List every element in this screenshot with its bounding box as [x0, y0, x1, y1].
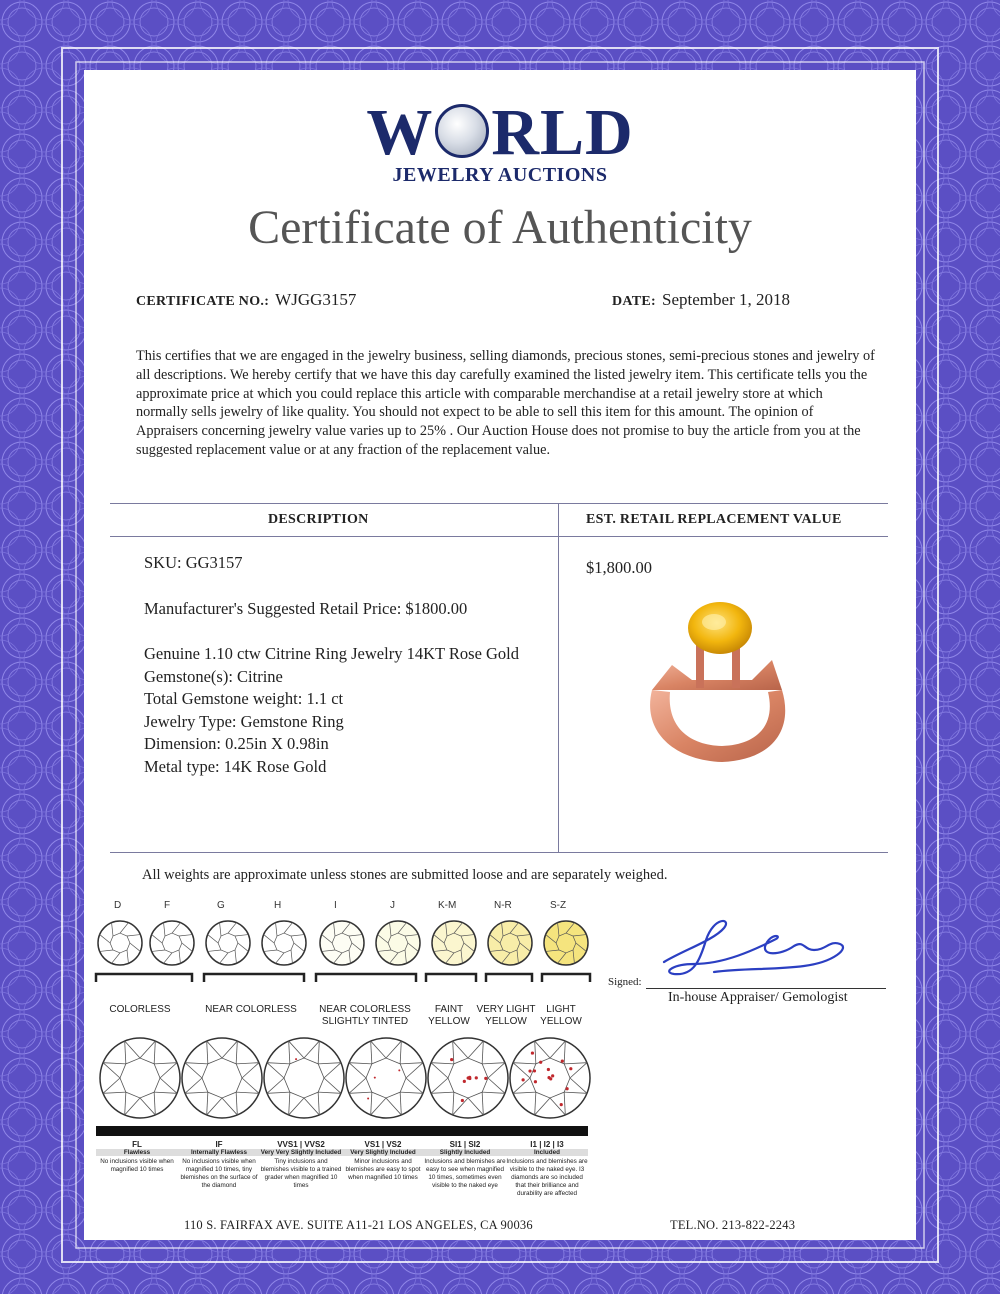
color-grade-n-r: N-R	[494, 900, 512, 911]
color-grade-s-z: S-Z	[550, 900, 567, 911]
color-gem-3	[262, 921, 306, 965]
description-header: DESCRIPTION	[268, 512, 369, 527]
detail-weight: Total Gemstone weight: 1.1 ct	[144, 689, 344, 708]
table-column-divider	[558, 503, 559, 853]
msrp: Manufacturer's Suggested Retail Price: $1800.00	[144, 598, 468, 618]
appraiser-signature	[654, 910, 874, 990]
color-gem-1	[150, 921, 194, 965]
color-gem-4	[320, 921, 364, 965]
clarity-si: SI1 | SI2 Slightly Included Inclusions and blemishes are easy to see when magnified 10 times, sometimes even visible to the naked eye	[424, 1140, 506, 1189]
footer-address: 110 S. FAIRFAX AVE. SUITE A11-21 LOS ANGELES, CA 90036	[184, 1218, 533, 1232]
date-label: DATE:	[612, 294, 657, 309]
clarity-if: IF Internally Flawless No inclusions visible when magnified 10 times, tiny blemishes on the surface of the diamond	[178, 1140, 260, 1190]
signature-line	[646, 988, 886, 989]
color-grade-g: G	[217, 900, 225, 911]
color-label-light-yellow: LIGHT YELLOW	[540, 1004, 582, 1027]
detail-dimension: Dimension: 0.25in X 0.98in	[144, 734, 329, 753]
clarity-diamond-3	[346, 1038, 426, 1118]
certificate-number-label: CERTIFICATE NO.:	[136, 294, 270, 309]
color-label-slightly-tinted: NEAR COLORLESS SLIGHTLY TINTED	[319, 1004, 411, 1027]
color-label-faint-yellow: FAINT YELLOW	[428, 1004, 470, 1027]
color-gem-6	[432, 921, 476, 965]
certificate-title: Certificate of Authenticity	[248, 201, 752, 254]
clarity-scale-bar	[96, 1126, 588, 1136]
world-jewelry-auctions-logo	[84, 96, 916, 187]
citrine-ring-image	[632, 580, 802, 770]
footer-phone: TEL.NO. 213-822-2243	[670, 1218, 796, 1232]
clarity-diamond-5	[510, 1038, 590, 1118]
weights-note: All weights are approximate unless stones are submitted loose and are separately weighed.	[142, 867, 668, 883]
logo-wordmark: W RLD	[366, 96, 634, 169]
color-label-very-light-yellow: VERY LIGHT YELLOW	[476, 1004, 536, 1027]
detail-metal: Metal type: 14K Rose Gold	[144, 756, 327, 776]
clarity-diamond-2	[264, 1038, 344, 1118]
color-scale-brackets	[94, 970, 594, 984]
signed-label: Signed:	[608, 976, 642, 988]
item-description	[144, 552, 519, 778]
color-grade-h: H	[274, 900, 282, 911]
clarity-fl: FL Flawless No inclusions visible when magnified 10 times	[96, 1140, 178, 1174]
intro-paragraph: This certifies that we are engaged in the jewelry business, selling diamonds, precious stones, semi-precious stones and jewelry of all descriptions. We hereby certify that we have this day carefully examined the listed jewelry item. This certificate tells you the approximate price at which you could replace this article with comparable merchandise at a retail jewelry store at which normally sells jewelry of like quality. You should not expect to be able to sell this item for this amount. The opinion of Appraisers concerning jewelry value varies up to 25% . Our Auction House does not promise to buy the article from you at the suggested replacement value or at any fraction of the replacement value.	[136, 348, 875, 458]
color-grade-k-m: K-M	[438, 900, 457, 911]
color-gem-7	[488, 921, 532, 965]
clarity-diamond-4	[428, 1038, 508, 1118]
color-grade-f: F	[164, 900, 171, 911]
replacement-value: $1,800.00	[586, 558, 652, 577]
diamond-icon	[435, 104, 489, 158]
certificate-date	[612, 290, 790, 310]
table-bottom-rule	[110, 852, 888, 853]
color-label-colorless: COLORLESS	[109, 1004, 171, 1015]
detail-type: Jewelry Type: Gemstone Ring	[144, 711, 344, 731]
table-top-rule	[110, 503, 888, 504]
clarity-vs: VS1 | VS2 Very Slightly Included Minor inclusions and blemishes are easy to spot when magnified 10 times	[342, 1140, 424, 1182]
clarity-diamond-0	[100, 1038, 180, 1118]
color-gem-2	[206, 921, 250, 965]
color-scale-gems	[94, 918, 594, 968]
color-gem-5	[376, 921, 420, 965]
color-gem-0	[98, 921, 142, 965]
detail-gemstones: Gemstone(s): Citrine	[144, 666, 283, 686]
clarity-vvs: VVS1 | VVS2 Very Very Slightly Included Tiny inclusions and blemishes visible to a trained grader when magnified 10 times	[260, 1140, 342, 1189]
clarity-diamond-1	[182, 1038, 262, 1118]
appraiser-title: In-house Appraiser/ Gemologist	[668, 990, 848, 1005]
certificate-paper	[84, 70, 916, 1240]
sku: SKU: GG3157	[144, 553, 243, 572]
color-gem-8	[544, 921, 588, 965]
color-grade-i: I	[334, 900, 337, 911]
color-grade-j: J	[390, 900, 395, 911]
clarity-scale-diamonds	[94, 1030, 594, 1130]
certificate-number	[136, 290, 356, 310]
table-header-rule	[110, 536, 888, 537]
clarity-i: I1 | I2 | I3 Included Inclusions and blemishes are visible to the naked eye. I3 diamonds are so included that their brilliance and durability are affected	[506, 1140, 588, 1197]
certificate-number-value: WJGG3157	[275, 290, 357, 309]
color-label-near-colorless: NEAR COLORLESS	[205, 1004, 297, 1015]
color-grade-d: D	[114, 900, 122, 911]
value-header: EST. RETAIL REPLACEMENT VALUE	[586, 512, 842, 527]
logo-subtitle: JEWELRY AUCTIONS	[392, 164, 608, 186]
date-value: September 1, 2018	[662, 290, 790, 309]
detail-title: Genuine 1.10 ctw Citrine Ring Jewelry 14KT Rose Gold	[144, 644, 520, 663]
